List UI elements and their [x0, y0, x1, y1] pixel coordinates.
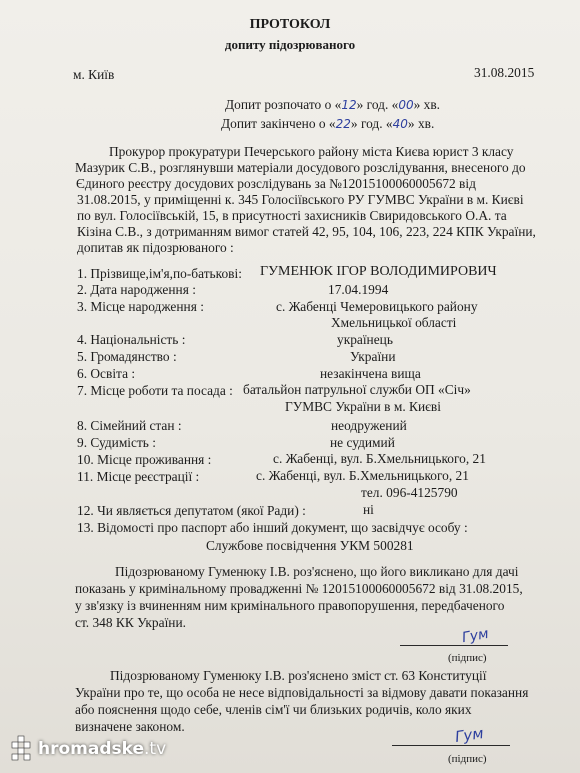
intro-line: Мазурик С.В., розглянувши матеріали досудового розслідування, внесеного до — [75, 160, 526, 175]
intro-line: Прокурор прокуратури Печерського району міста Києва юрист 3 класу — [109, 144, 514, 159]
field-label: 6. Освіта : — [77, 366, 136, 381]
document-date: 31.08.2015 — [474, 65, 535, 80]
hour-separator: » год. « — [350, 116, 393, 131]
document-title: ПРОТОКОЛ — [249, 17, 331, 32]
intro-line: допитав як підозрюваного : — [77, 240, 234, 255]
field-label: 11. Місце реєстрації : — [77, 469, 200, 484]
end-hour: 22 — [335, 117, 351, 131]
watermark-brand: hromadske — [38, 739, 145, 759]
explanation-line: Підозрюваному Гуменюку І.В. роз'яснено, що його викликано для дачі — [115, 564, 519, 579]
end-label: Допит закінчено о « — [221, 116, 336, 131]
signature-label: (підпис) — [448, 753, 487, 765]
field-value: не судимий — [330, 435, 395, 450]
explanation-line: ст. 348 КК України. — [75, 615, 186, 630]
document-subtitle: допиту підозрюваного — [224, 37, 356, 52]
signature-label: (підпис) — [448, 652, 487, 664]
intro-line: Єдиного реєстру досудових розслідувань за №12015100060005672 від — [76, 176, 476, 191]
interrogation-end — [221, 116, 434, 132]
city: м. Київ — [73, 67, 115, 82]
field-value: Службове посвідчення УКМ 500281 — [206, 538, 414, 553]
field-label: 13. Відомості про паспорт або інший документ, що засвідчує особу : — [77, 520, 468, 535]
field-value: с. Жабенці, вул. Б.Хмельницького, 21 — [256, 468, 469, 483]
constitution-line: або пояснення щодо себе, членів сім'ї чи близьких родичів, коло яких — [75, 702, 472, 717]
field-label: 1. Прізвище,ім'я,по-батькові: — [77, 266, 242, 281]
minute-suffix: » хв. — [407, 116, 435, 131]
explanation-line: показань у кримінальному провадженні № 12015100060005672 від 31.08.2015, — [75, 581, 523, 596]
field-value: українець — [337, 332, 393, 347]
signature-line — [400, 645, 508, 646]
start-label: Допит розпочато о « — [225, 97, 342, 112]
field-value: 17.04.1994 — [328, 282, 389, 297]
intro-line: Кізіна С.В., з дотриманням вимог статей 42, 95, 104, 106, 223, 224 КПК України, — [77, 224, 536, 239]
constitution-line: визначене законом. — [75, 719, 185, 734]
constitution-line: Підозрюваному Гуменюку І.В. роз'яснено зміст ст. 63 Конституції — [110, 668, 487, 683]
field-value-continued: тел. 096-4125790 — [361, 485, 458, 500]
field-label: 5. Громадянство : — [77, 349, 177, 364]
watermark-suffix: .tv — [144, 739, 167, 759]
explanation-line: у зв'язку із вчиненням ним кримінального правопорушення, передбаченого — [75, 598, 505, 613]
field-value-continued: ГУМВС України в м. Києві — [285, 399, 441, 414]
field-label: 2. Дата народження : — [77, 282, 196, 297]
field-label: 10. Місце проживання : — [77, 452, 212, 467]
field-label: 12. Чи являється депутатом (якої Ради) : — [77, 503, 306, 518]
handwritten-signature: Гум — [460, 625, 490, 647]
field-label: 3. Місце народження : — [77, 299, 204, 314]
field-label: 4. Національність : — [77, 332, 186, 347]
start-hour: 12 — [341, 98, 357, 112]
field-value: незакінчена вища — [320, 366, 421, 381]
field-value: України — [350, 349, 396, 364]
end-minute: 40 — [392, 117, 408, 131]
field-value: неодружений — [331, 418, 407, 433]
field-label: 9. Судимість : — [77, 435, 156, 450]
intro-line: 31.08.2015, у приміщенні к. 345 Голосіївського РУ ГУМВС України в м. Києві — [77, 192, 524, 207]
field-value: ні — [363, 502, 374, 517]
field-value-continued: Хмельницької області — [331, 315, 457, 330]
field-value: ГУМЕНЮК ІГОР ВОЛОДИМИРОВИЧ — [260, 264, 497, 279]
field-value: с. Жабенці Чемеровицького району — [276, 299, 478, 314]
intro-line: по вул. Голосіївській, 15, в присутності захисників Свиридовського О.А. та — [77, 208, 507, 223]
start-minute: 00 — [398, 98, 414, 112]
field-value: батальйон патрульної служби ОП «Січ» — [243, 382, 471, 397]
constitution-line: України про те, що особа не несе відповідальності за відмову давати показання — [75, 685, 529, 700]
minute-suffix: » хв. — [413, 97, 441, 112]
field-label: 8. Сімейний стан : — [77, 418, 182, 433]
signature-line — [392, 745, 510, 746]
hromadske-logo-icon — [6, 734, 36, 764]
field-label: 7. Місце роботи та посада : — [77, 383, 233, 398]
field-value: с. Жабенці, вул. Б.Хмельницького, 21 — [273, 451, 486, 466]
hour-separator: » год. « — [356, 97, 399, 112]
hromadske-watermark — [6, 734, 166, 764]
handwritten-signature: Гум — [453, 724, 485, 746]
interrogation-start — [225, 97, 440, 113]
